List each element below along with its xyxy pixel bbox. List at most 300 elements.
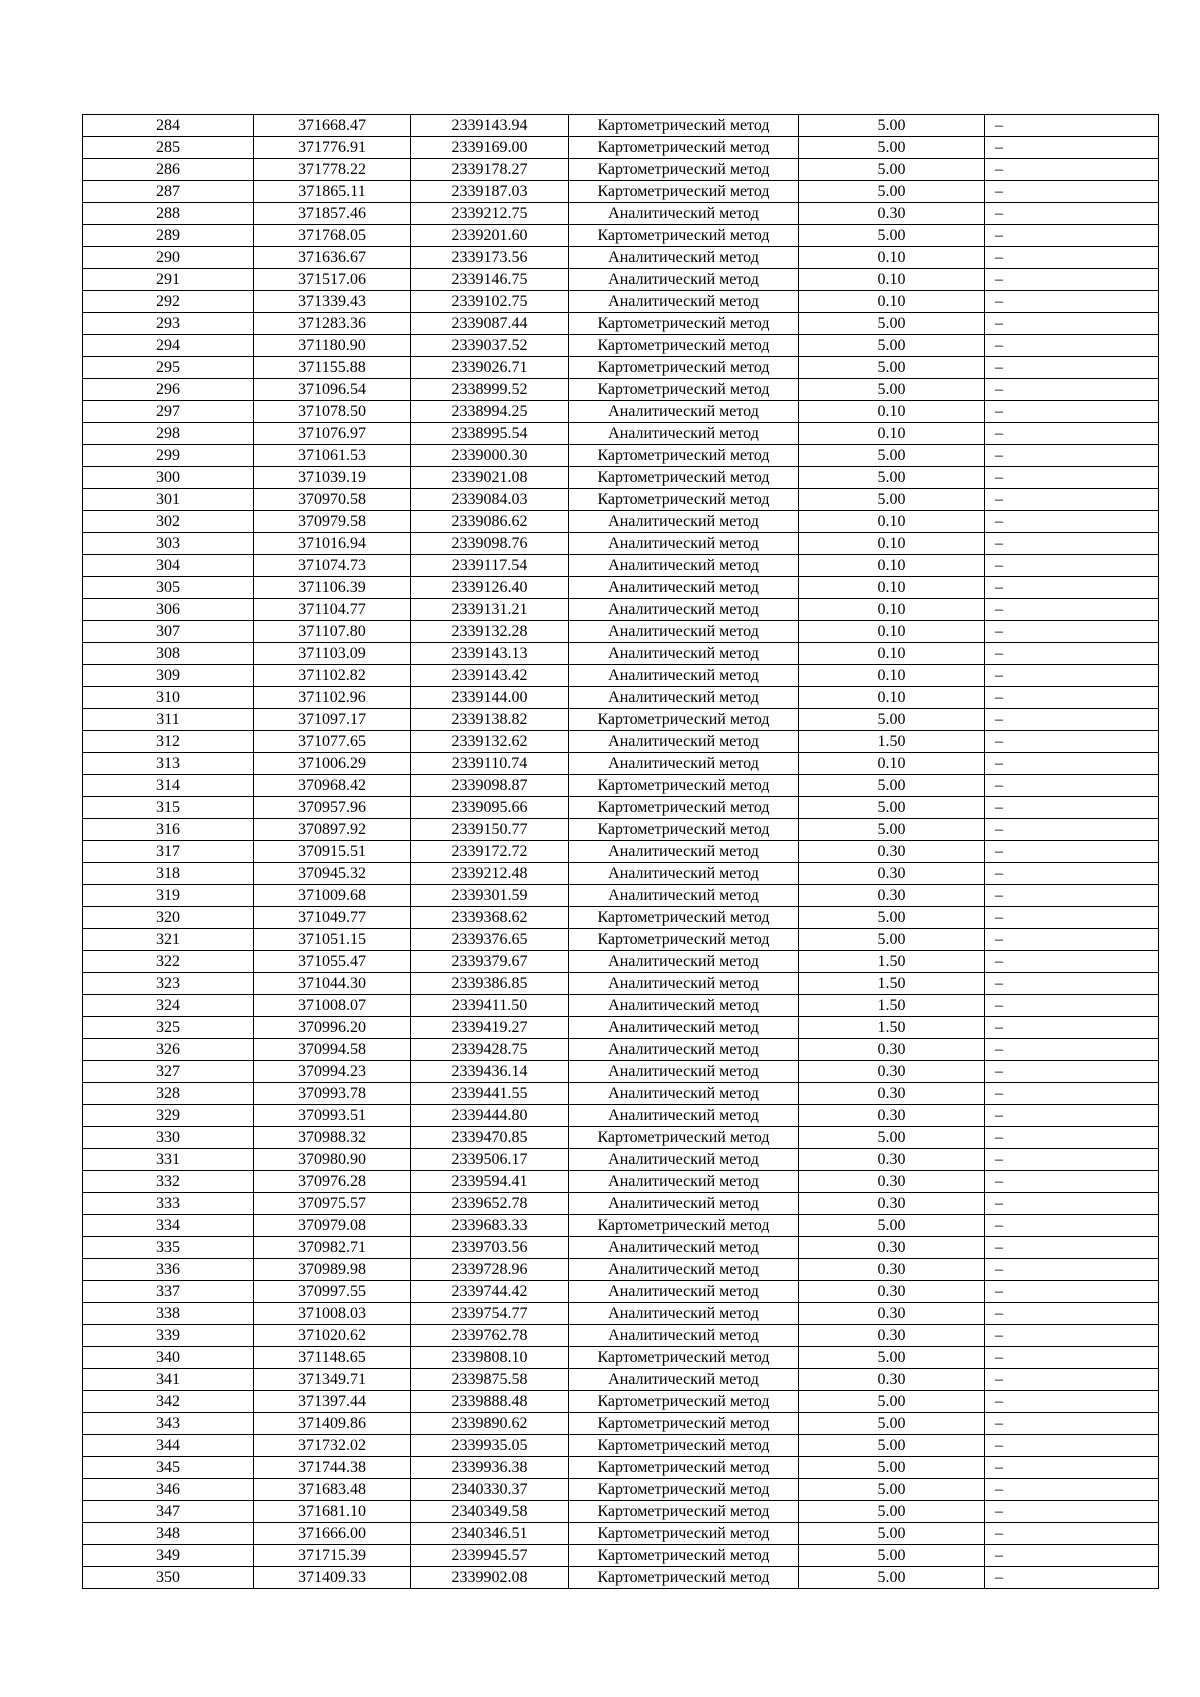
x-coordinate-cell: 371039.19	[254, 467, 411, 489]
table-row	[83, 115, 1159, 137]
x-coordinate-cell: 371097.17	[254, 709, 411, 731]
note-cell: –	[985, 775, 1159, 797]
y-coordinate-cell: 2339212.48	[411, 863, 569, 885]
accuracy-cell: 0.30	[799, 1281, 985, 1303]
table-row	[83, 775, 1159, 797]
method-cell: Картометрический метод	[569, 225, 799, 247]
point-number-cell: 304	[83, 555, 254, 577]
y-coordinate-cell: 2339126.40	[411, 577, 569, 599]
y-coordinate-cell: 2339201.60	[411, 225, 569, 247]
y-coordinate-cell: 2339301.59	[411, 885, 569, 907]
note-cell: –	[985, 1083, 1159, 1105]
method-cell: Аналитический метод	[569, 533, 799, 555]
accuracy-cell: 0.30	[799, 1105, 985, 1127]
method-cell: Аналитический метод	[569, 599, 799, 621]
note-cell: –	[985, 885, 1159, 907]
accuracy-cell: 0.10	[799, 423, 985, 445]
point-number-cell: 344	[83, 1435, 254, 1457]
y-coordinate-cell: 2339117.54	[411, 555, 569, 577]
point-number-cell: 290	[83, 247, 254, 269]
x-coordinate-cell: 370970.58	[254, 489, 411, 511]
x-coordinate-cell: 371732.02	[254, 1435, 411, 1457]
x-coordinate-cell: 370997.55	[254, 1281, 411, 1303]
x-coordinate-cell: 370915.51	[254, 841, 411, 863]
method-cell: Аналитический метод	[569, 1281, 799, 1303]
method-cell: Аналитический метод	[569, 731, 799, 753]
x-coordinate-cell: 371096.54	[254, 379, 411, 401]
method-cell: Аналитический метод	[569, 1259, 799, 1281]
point-number-cell: 324	[83, 995, 254, 1017]
point-number-cell: 346	[83, 1479, 254, 1501]
y-coordinate-cell: 2339808.10	[411, 1347, 569, 1369]
y-coordinate-cell: 2339026.71	[411, 357, 569, 379]
method-cell: Картометрический метод	[569, 1435, 799, 1457]
y-coordinate-cell: 2339087.44	[411, 313, 569, 335]
note-cell: –	[985, 181, 1159, 203]
point-number-cell: 323	[83, 973, 254, 995]
table-row	[83, 687, 1159, 709]
table-row	[83, 1237, 1159, 1259]
method-cell: Аналитический метод	[569, 555, 799, 577]
x-coordinate-cell: 370945.32	[254, 863, 411, 885]
accuracy-cell: 0.30	[799, 1149, 985, 1171]
note-cell: –	[985, 1281, 1159, 1303]
point-number-cell: 295	[83, 357, 254, 379]
point-number-cell: 291	[83, 269, 254, 291]
accuracy-cell: 0.10	[799, 247, 985, 269]
note-cell: –	[985, 379, 1159, 401]
method-cell: Аналитический метод	[569, 1017, 799, 1039]
note-cell: –	[985, 247, 1159, 269]
accuracy-cell: 5.00	[799, 1215, 985, 1237]
point-number-cell: 338	[83, 1303, 254, 1325]
y-coordinate-cell: 2339428.75	[411, 1039, 569, 1061]
y-coordinate-cell: 2339037.52	[411, 335, 569, 357]
y-coordinate-cell: 2338999.52	[411, 379, 569, 401]
accuracy-cell: 5.00	[799, 137, 985, 159]
point-number-cell: 302	[83, 511, 254, 533]
y-coordinate-cell: 2339146.75	[411, 269, 569, 291]
accuracy-cell: 5.00	[799, 1457, 985, 1479]
method-cell: Аналитический метод	[569, 687, 799, 709]
note-cell: –	[985, 841, 1159, 863]
accuracy-cell: 0.10	[799, 401, 985, 423]
x-coordinate-cell: 370982.71	[254, 1237, 411, 1259]
y-coordinate-cell: 2339762.78	[411, 1325, 569, 1347]
note-cell: –	[985, 973, 1159, 995]
method-cell: Картометрический метод	[569, 489, 799, 511]
note-cell: –	[985, 291, 1159, 313]
note-cell: –	[985, 1303, 1159, 1325]
method-cell: Аналитический метод	[569, 1083, 799, 1105]
x-coordinate-cell: 370979.08	[254, 1215, 411, 1237]
note-cell: –	[985, 621, 1159, 643]
accuracy-cell: 0.10	[799, 665, 985, 687]
table-row	[83, 885, 1159, 907]
point-number-cell: 325	[83, 1017, 254, 1039]
x-coordinate-cell: 371409.33	[254, 1567, 411, 1589]
y-coordinate-cell: 2340349.58	[411, 1501, 569, 1523]
accuracy-cell: 0.10	[799, 643, 985, 665]
x-coordinate-cell: 371681.10	[254, 1501, 411, 1523]
note-cell: –	[985, 577, 1159, 599]
table-row	[83, 1347, 1159, 1369]
x-coordinate-cell: 371076.97	[254, 423, 411, 445]
x-coordinate-cell: 370994.58	[254, 1039, 411, 1061]
note-cell: –	[985, 1127, 1159, 1149]
method-cell: Картометрический метод	[569, 1215, 799, 1237]
y-coordinate-cell: 2339143.94	[411, 115, 569, 137]
table-row	[83, 929, 1159, 951]
note-cell: –	[985, 1325, 1159, 1347]
table-row	[83, 1435, 1159, 1457]
x-coordinate-cell: 371155.88	[254, 357, 411, 379]
note-cell: –	[985, 819, 1159, 841]
point-number-cell: 335	[83, 1237, 254, 1259]
y-coordinate-cell: 2339144.00	[411, 687, 569, 709]
table-row	[83, 1413, 1159, 1435]
method-cell: Аналитический метод	[569, 1193, 799, 1215]
accuracy-cell: 5.00	[799, 709, 985, 731]
accuracy-cell: 5.00	[799, 1347, 985, 1369]
x-coordinate-cell: 371104.77	[254, 599, 411, 621]
table-row	[83, 511, 1159, 533]
x-coordinate-cell: 370976.28	[254, 1171, 411, 1193]
accuracy-cell: 0.10	[799, 687, 985, 709]
method-cell: Аналитический метод	[569, 247, 799, 269]
accuracy-cell: 0.10	[799, 621, 985, 643]
point-number-cell: 287	[83, 181, 254, 203]
point-number-cell: 348	[83, 1523, 254, 1545]
y-coordinate-cell: 2339728.96	[411, 1259, 569, 1281]
table-row	[83, 181, 1159, 203]
point-number-cell: 332	[83, 1171, 254, 1193]
table-row	[83, 1149, 1159, 1171]
x-coordinate-cell: 371078.50	[254, 401, 411, 423]
y-coordinate-cell: 2339652.78	[411, 1193, 569, 1215]
accuracy-cell: 0.10	[799, 577, 985, 599]
note-cell: –	[985, 357, 1159, 379]
method-cell: Картометрический метод	[569, 159, 799, 181]
note-cell: –	[985, 643, 1159, 665]
y-coordinate-cell: 2340330.37	[411, 1479, 569, 1501]
note-cell: –	[985, 269, 1159, 291]
y-coordinate-cell: 2339143.42	[411, 665, 569, 687]
method-cell: Аналитический метод	[569, 753, 799, 775]
point-number-cell: 339	[83, 1325, 254, 1347]
table-row	[83, 951, 1159, 973]
accuracy-cell: 5.00	[799, 1501, 985, 1523]
coordinates-table-body	[83, 115, 1159, 1589]
accuracy-cell: 0.30	[799, 1083, 985, 1105]
accuracy-cell: 0.30	[799, 1325, 985, 1347]
point-number-cell: 330	[83, 1127, 254, 1149]
x-coordinate-cell: 371077.65	[254, 731, 411, 753]
table-row	[83, 401, 1159, 423]
point-number-cell: 318	[83, 863, 254, 885]
point-number-cell: 316	[83, 819, 254, 841]
y-coordinate-cell: 2339935.05	[411, 1435, 569, 1457]
point-number-cell: 319	[83, 885, 254, 907]
x-coordinate-cell: 371744.38	[254, 1457, 411, 1479]
note-cell: –	[985, 709, 1159, 731]
table-row	[83, 1303, 1159, 1325]
y-coordinate-cell: 2339131.21	[411, 599, 569, 621]
accuracy-cell: 0.30	[799, 1193, 985, 1215]
table-row	[83, 709, 1159, 731]
table-row	[83, 533, 1159, 555]
table-row	[83, 797, 1159, 819]
accuracy-cell: 5.00	[799, 907, 985, 929]
accuracy-cell: 5.00	[799, 467, 985, 489]
accuracy-cell: 0.30	[799, 1171, 985, 1193]
method-cell: Аналитический метод	[569, 291, 799, 313]
accuracy-cell: 0.10	[799, 555, 985, 577]
note-cell: –	[985, 1215, 1159, 1237]
x-coordinate-cell: 371008.03	[254, 1303, 411, 1325]
y-coordinate-cell: 2339902.08	[411, 1567, 569, 1589]
method-cell: Аналитический метод	[569, 621, 799, 643]
point-number-cell: 311	[83, 709, 254, 731]
accuracy-cell: 1.50	[799, 973, 985, 995]
x-coordinate-cell: 370993.51	[254, 1105, 411, 1127]
method-cell: Аналитический метод	[569, 665, 799, 687]
accuracy-cell: 0.30	[799, 841, 985, 863]
table-row	[83, 1325, 1159, 1347]
x-coordinate-cell: 371666.00	[254, 1523, 411, 1545]
x-coordinate-cell: 371339.43	[254, 291, 411, 313]
x-coordinate-cell: 371008.07	[254, 995, 411, 1017]
table-row	[83, 1545, 1159, 1567]
table-row	[83, 1017, 1159, 1039]
point-number-cell: 300	[83, 467, 254, 489]
x-coordinate-cell: 371857.46	[254, 203, 411, 225]
table-row	[83, 159, 1159, 181]
method-cell: Аналитический метод	[569, 511, 799, 533]
accuracy-cell: 5.00	[799, 1545, 985, 1567]
accuracy-cell: 1.50	[799, 951, 985, 973]
point-number-cell: 294	[83, 335, 254, 357]
x-coordinate-cell: 371776.91	[254, 137, 411, 159]
method-cell: Аналитический метод	[569, 1061, 799, 1083]
x-coordinate-cell: 371006.29	[254, 753, 411, 775]
table-row	[83, 1567, 1159, 1589]
point-number-cell: 343	[83, 1413, 254, 1435]
method-cell: Картометрический метод	[569, 1457, 799, 1479]
y-coordinate-cell: 2339110.74	[411, 753, 569, 775]
accuracy-cell: 5.00	[799, 929, 985, 951]
note-cell: –	[985, 995, 1159, 1017]
table-row	[83, 643, 1159, 665]
table-row	[83, 379, 1159, 401]
x-coordinate-cell: 370979.58	[254, 511, 411, 533]
table-row	[83, 335, 1159, 357]
method-cell: Аналитический метод	[569, 423, 799, 445]
method-cell: Картометрический метод	[569, 1523, 799, 1545]
method-cell: Аналитический метод	[569, 973, 799, 995]
x-coordinate-cell: 371397.44	[254, 1391, 411, 1413]
accuracy-cell: 0.10	[799, 753, 985, 775]
x-coordinate-cell: 370968.42	[254, 775, 411, 797]
x-coordinate-cell: 371044.30	[254, 973, 411, 995]
accuracy-cell: 0.10	[799, 269, 985, 291]
note-cell: –	[985, 1391, 1159, 1413]
y-coordinate-cell: 2339890.62	[411, 1413, 569, 1435]
point-number-cell: 284	[83, 115, 254, 137]
method-cell: Картометрический метод	[569, 775, 799, 797]
point-number-cell: 285	[83, 137, 254, 159]
y-coordinate-cell: 2339212.75	[411, 203, 569, 225]
method-cell: Аналитический метод	[569, 1105, 799, 1127]
table-row	[83, 1369, 1159, 1391]
note-cell: –	[985, 1171, 1159, 1193]
note-cell: –	[985, 951, 1159, 973]
x-coordinate-cell: 371102.82	[254, 665, 411, 687]
y-coordinate-cell: 2339594.41	[411, 1171, 569, 1193]
point-number-cell: 326	[83, 1039, 254, 1061]
method-cell: Аналитический метод	[569, 863, 799, 885]
method-cell: Картометрический метод	[569, 907, 799, 929]
y-coordinate-cell: 2340346.51	[411, 1523, 569, 1545]
method-cell: Картометрический метод	[569, 1479, 799, 1501]
method-cell: Аналитический метод	[569, 203, 799, 225]
note-cell: –	[985, 1259, 1159, 1281]
note-cell: –	[985, 533, 1159, 555]
table-row	[83, 841, 1159, 863]
accuracy-cell: 0.30	[799, 885, 985, 907]
x-coordinate-cell: 371049.77	[254, 907, 411, 929]
x-coordinate-cell: 371778.22	[254, 159, 411, 181]
note-cell: –	[985, 203, 1159, 225]
point-number-cell: 297	[83, 401, 254, 423]
method-cell: Картометрический метод	[569, 929, 799, 951]
x-coordinate-cell: 371768.05	[254, 225, 411, 247]
method-cell: Аналитический метод	[569, 1369, 799, 1391]
y-coordinate-cell: 2339754.77	[411, 1303, 569, 1325]
accuracy-cell: 5.00	[799, 181, 985, 203]
x-coordinate-cell: 370994.23	[254, 1061, 411, 1083]
accuracy-cell: 5.00	[799, 225, 985, 247]
note-cell: –	[985, 753, 1159, 775]
y-coordinate-cell: 2339411.50	[411, 995, 569, 1017]
accuracy-cell: 0.10	[799, 511, 985, 533]
x-coordinate-cell: 371061.53	[254, 445, 411, 467]
point-number-cell: 309	[83, 665, 254, 687]
accuracy-cell: 1.50	[799, 731, 985, 753]
table-row	[83, 555, 1159, 577]
y-coordinate-cell: 2339888.48	[411, 1391, 569, 1413]
table-row	[83, 731, 1159, 753]
y-coordinate-cell: 2339132.62	[411, 731, 569, 753]
x-coordinate-cell: 370988.32	[254, 1127, 411, 1149]
x-coordinate-cell: 371016.94	[254, 533, 411, 555]
point-number-cell: 301	[83, 489, 254, 511]
point-number-cell: 334	[83, 1215, 254, 1237]
y-coordinate-cell: 2339444.80	[411, 1105, 569, 1127]
accuracy-cell: 5.00	[799, 379, 985, 401]
point-number-cell: 322	[83, 951, 254, 973]
note-cell: –	[985, 1501, 1159, 1523]
y-coordinate-cell: 2339086.62	[411, 511, 569, 533]
method-cell: Аналитический метод	[569, 995, 799, 1017]
x-coordinate-cell: 370993.78	[254, 1083, 411, 1105]
coordinates-table	[82, 114, 1159, 1589]
y-coordinate-cell: 2339098.87	[411, 775, 569, 797]
note-cell: –	[985, 1523, 1159, 1545]
point-number-cell: 314	[83, 775, 254, 797]
accuracy-cell: 0.10	[799, 599, 985, 621]
note-cell: –	[985, 159, 1159, 181]
table-row	[83, 1061, 1159, 1083]
accuracy-cell: 0.30	[799, 1303, 985, 1325]
accuracy-cell: 0.30	[799, 1039, 985, 1061]
table-row	[83, 973, 1159, 995]
table-row	[83, 907, 1159, 929]
point-number-cell: 303	[83, 533, 254, 555]
note-cell: –	[985, 1237, 1159, 1259]
y-coordinate-cell: 2339945.57	[411, 1545, 569, 1567]
note-cell: –	[985, 423, 1159, 445]
note-cell: –	[985, 467, 1159, 489]
point-number-cell: 292	[83, 291, 254, 313]
point-number-cell: 307	[83, 621, 254, 643]
table-row	[83, 1083, 1159, 1105]
y-coordinate-cell: 2339744.42	[411, 1281, 569, 1303]
method-cell: Аналитический метод	[569, 1303, 799, 1325]
accuracy-cell: 5.00	[799, 489, 985, 511]
method-cell: Аналитический метод	[569, 401, 799, 423]
y-coordinate-cell: 2339875.58	[411, 1369, 569, 1391]
accuracy-cell: 5.00	[799, 1435, 985, 1457]
x-coordinate-cell: 371668.47	[254, 115, 411, 137]
x-coordinate-cell: 371103.09	[254, 643, 411, 665]
table-row	[83, 489, 1159, 511]
table-row	[83, 137, 1159, 159]
table-row	[83, 1127, 1159, 1149]
point-number-cell: 296	[83, 379, 254, 401]
method-cell: Аналитический метод	[569, 951, 799, 973]
y-coordinate-cell: 2339095.66	[411, 797, 569, 819]
point-number-cell: 315	[83, 797, 254, 819]
method-cell: Картометрический метод	[569, 1501, 799, 1523]
method-cell: Картометрический метод	[569, 1413, 799, 1435]
x-coordinate-cell: 370957.96	[254, 797, 411, 819]
note-cell: –	[985, 445, 1159, 467]
x-coordinate-cell: 370996.20	[254, 1017, 411, 1039]
note-cell: –	[985, 1457, 1159, 1479]
accuracy-cell: 0.30	[799, 1259, 985, 1281]
y-coordinate-cell: 2339138.82	[411, 709, 569, 731]
y-coordinate-cell: 2339102.75	[411, 291, 569, 313]
table-row	[83, 1391, 1159, 1413]
point-number-cell: 293	[83, 313, 254, 335]
note-cell: –	[985, 137, 1159, 159]
method-cell: Картометрический метод	[569, 445, 799, 467]
x-coordinate-cell: 371636.67	[254, 247, 411, 269]
x-coordinate-cell: 371180.90	[254, 335, 411, 357]
method-cell: Аналитический метод	[569, 643, 799, 665]
point-number-cell: 306	[83, 599, 254, 621]
table-row	[83, 357, 1159, 379]
y-coordinate-cell: 2339470.85	[411, 1127, 569, 1149]
y-coordinate-cell: 2339376.65	[411, 929, 569, 951]
y-coordinate-cell: 2339098.76	[411, 533, 569, 555]
accuracy-cell: 5.00	[799, 1413, 985, 1435]
method-cell: Аналитический метод	[569, 1039, 799, 1061]
y-coordinate-cell: 2339703.56	[411, 1237, 569, 1259]
point-number-cell: 341	[83, 1369, 254, 1391]
table-row	[83, 445, 1159, 467]
